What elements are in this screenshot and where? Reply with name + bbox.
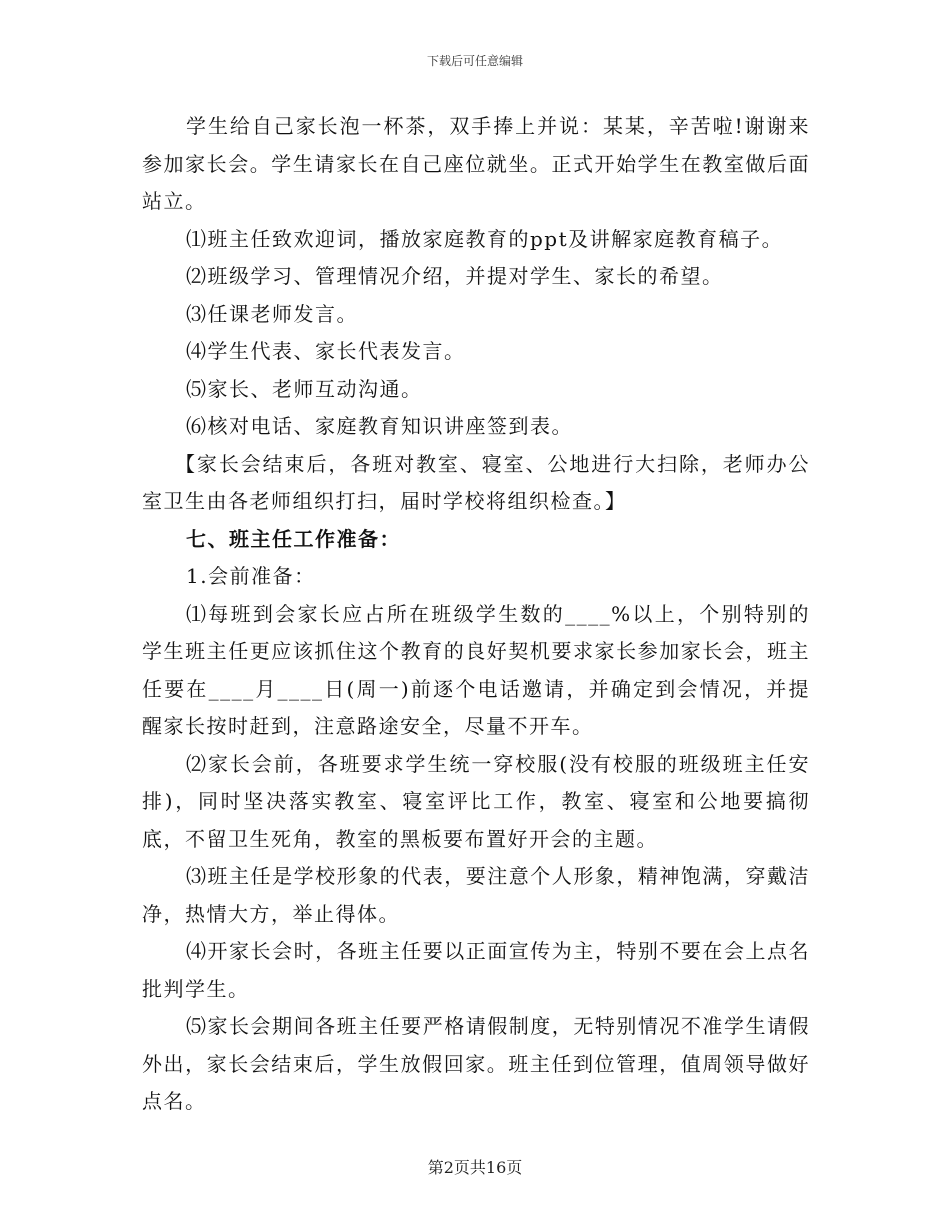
list-item-image: ⑶班主任是学校形象的代表，要注意个人形象，精神饱满，穿戴洁净，热情大方，举止得体。: [142, 864, 810, 926]
document-body: [142, 108, 810, 1121]
list-item-teacher-speech: ⑶任课老师发言。: [186, 301, 358, 326]
paragraph-tea-greeting: 学生给自己家长泡一杯茶，双手捧上并说：某某，辛苦啦!谢谢来参加家长会。学生请家长在自己座位就坐。正式开始学生在教室做后面站立。: [142, 114, 810, 213]
list-item-uniform: ⑵家长会前，各班要求学生统一穿校服(没有校服的班级班主任安排)，同时坚决落实教室、寝室评比工作，教室、寝室和公地要搞彻底，不留卫生死角，教室的黑板要布置好开会的主题。: [142, 751, 810, 851]
list-item-representative-speech: ⑷学生代表、家长代表发言。: [186, 339, 466, 363]
page-number: 第2页共16页: [427, 1158, 523, 1177]
paragraph-cleanup-note: 【家长会结束后，各班对教室、寝室、公地进行大扫除，老师办公室卫生由各老师组织打扫，届时学校将组织检查。】: [142, 451, 810, 513]
list-item-leave-policy: ⑸家长会期间各班主任要严格请假制度，无特别情况不准学生请假外出，家长会结束后，学生放假回家。班主任到位管理，值周领导做好点名。: [142, 1014, 810, 1113]
list-item-sign-in: ⑹核对电话、家庭教育知识讲座签到表。: [186, 414, 573, 438]
list-item-interaction: ⑸家长、老师互动沟通。: [186, 376, 423, 401]
section-heading: 七、班主任工作准备：: [186, 526, 401, 551]
list-item-class-introduction: ⑵班级学习、管理情况介绍，并提对学生、家长的希望。: [186, 264, 724, 288]
list-item-welcome-speech: ⑴班主任致欢迎词，播放家庭教育的ppt及讲解家庭教育稿子。: [186, 226, 784, 251]
list-item-attendance: ⑴每班到会家长应占所在班级学生数的____%以上，个别特别的学生班主任更应该抓住这个教育的良好契机要求家长参加家长会，班主任要在____月____日(周一)前逐个电话邀请，并确定到会情况，并提醒家长按时赶到，注意路途安全，尽量不开车。: [142, 601, 810, 738]
subsection-heading: 1.会前准备：: [186, 564, 316, 588]
list-item-positive-publicity: ⑷开家长会时，各班主任要以正面宣传为主，特别不要在会上点名批判学生。: [142, 939, 810, 1001]
page-header: 下载后可任意编辑: [426, 54, 523, 68]
